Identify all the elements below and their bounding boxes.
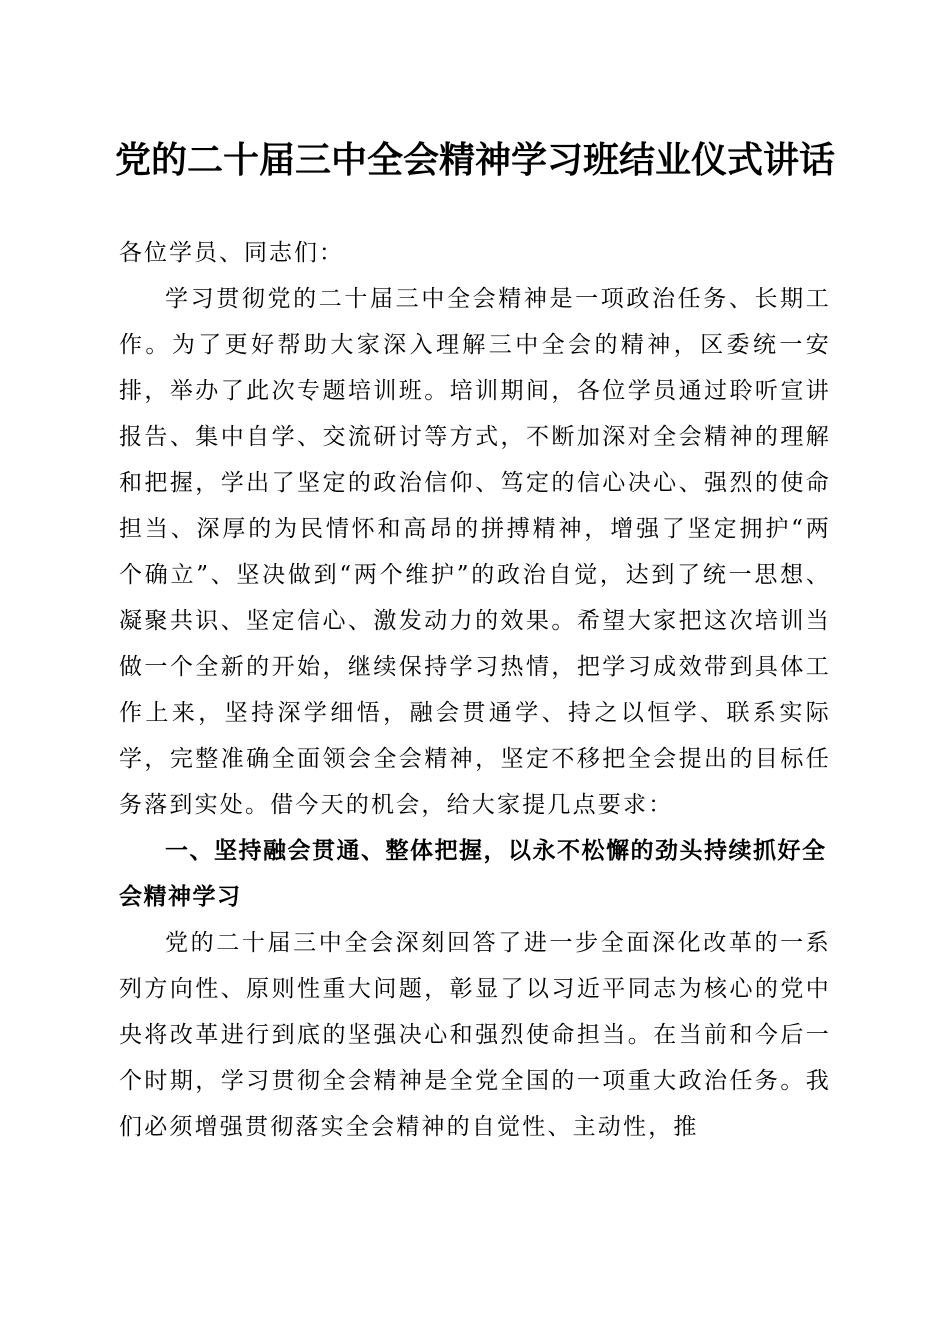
document-body	[119, 230, 831, 1150]
salutation: 各位学员、同志们：	[119, 240, 344, 266]
section-heading-1: 一、坚持融会贯通、整体把握，以永不松懈的劲头持续抓好全会精神学习	[119, 838, 827, 910]
paragraph-section-1: 党的二十届三中全会深刻回答了进一步全面深化改革的一系列方向性、原则性重大问题，彰显了以习近平同志为核心的党中央将改革进行到底的坚强决心和强烈使命担当。在当前和今后一个时期，学习贯彻全会精神是全党全国的一项重大政治任务。我们必须增强贯彻落实全会精神的自觉性、主动性，推	[119, 930, 831, 1140]
paragraph-intro: 学习贯彻党的二十届三中全会精神是一项政治任务、长期工作。为了更好帮助大家深入理解三中全会的精神，区委统一安排，举办了此次专题培训班。培训期间，各位学员通过聆听宣讲报告、集中自学、交流研讨等方式，不断加深对全会精神的理解和把握，学出了坚定的政治信仰、笃定的信心决心、强烈的使命担当、深厚的为民情怀和高昂的拼搏精神，增强了坚定拥护“两个确立”、坚决做到“两个维护”的政治自觉，达到了统一思想、凝聚共识、坚定信心、激发动力的效果。希望大家把这次培训当做一个全新的开始，继续保持学习热情，把学习成效带到具体工作上来，坚持深学细悟，融会贯通学、持之以恒学、联系实际学，完整准确全面领会全会精神，坚定不移把全会提出的目标任务落到实处。借今天的机会，给大家提几点要求：	[119, 286, 831, 818]
document-title: 党的二十届三中全会精神学习班结业仪式讲话	[114, 139, 835, 181]
